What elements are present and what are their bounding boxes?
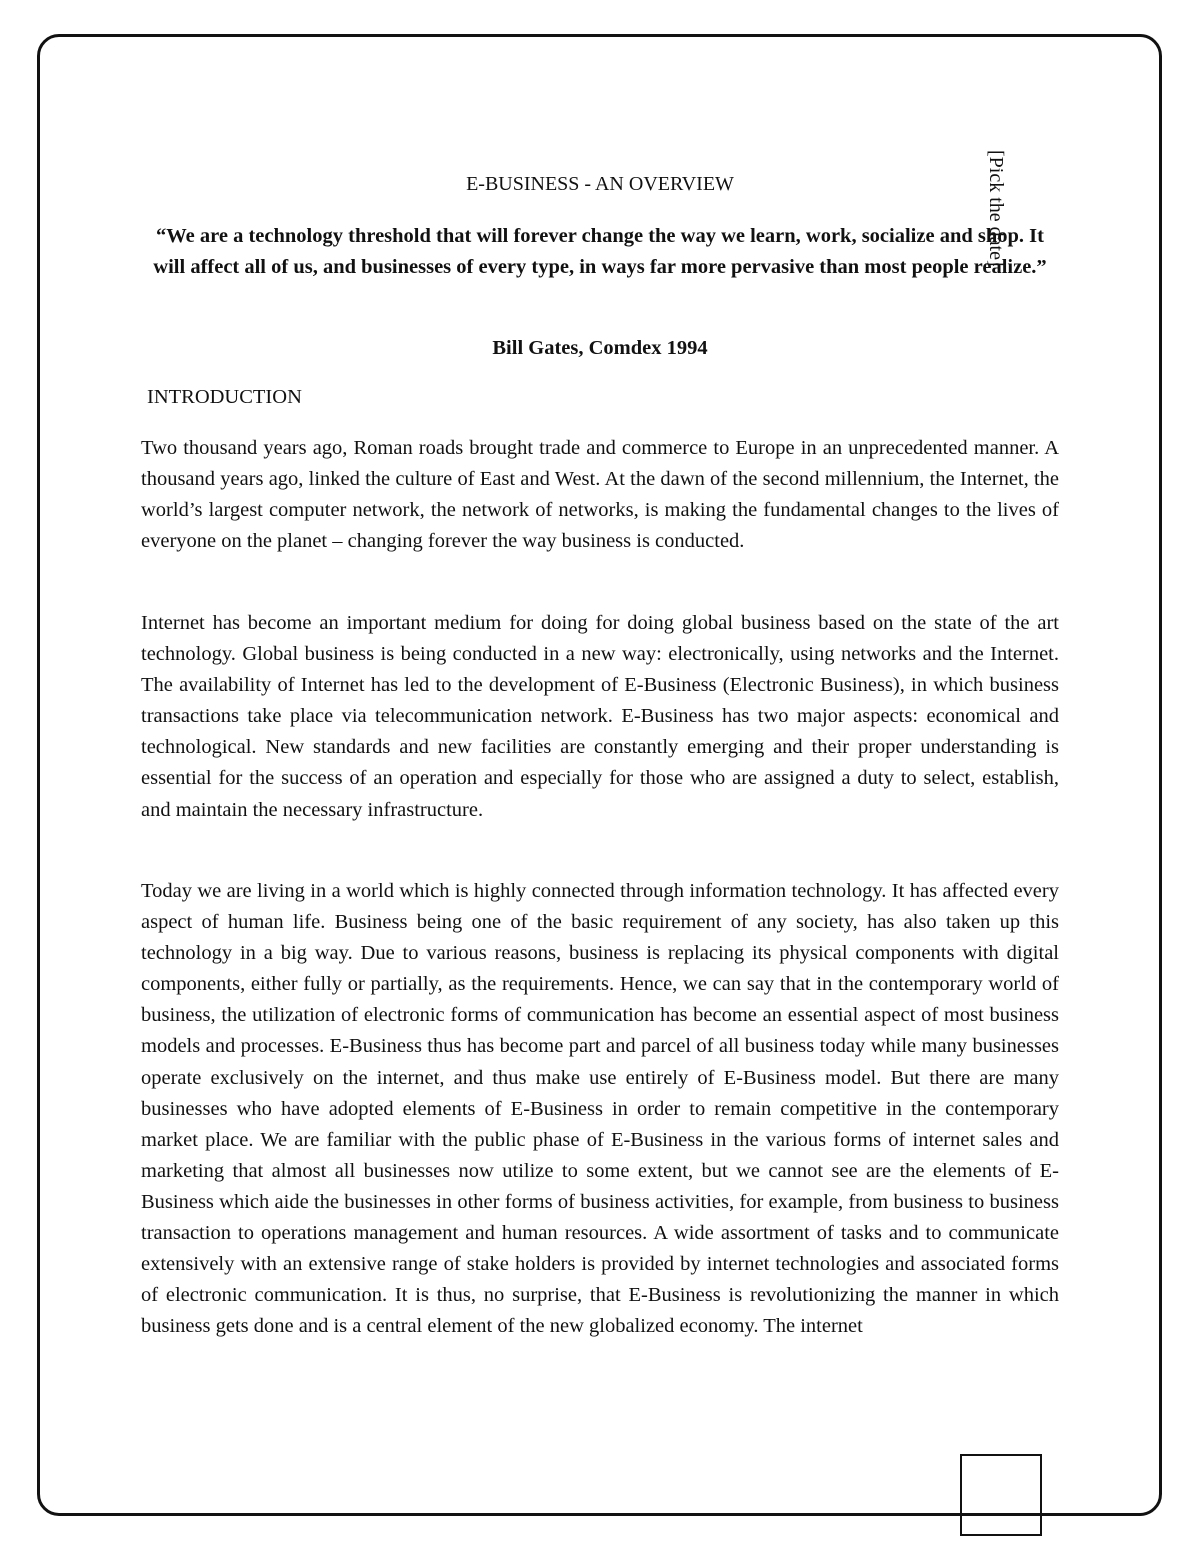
document-title: E-BUSINESS - AN OVERVIEW (466, 173, 734, 195)
quote-attribution: Bill Gates, Comdex 1994 (492, 337, 708, 359)
body-paragraph: Two thousand years ago, Roman roads brought trade and commerce to Europe in an unprecedented manner. A thousand years ago, linked the culture of East and West. At the dawn of the second millennium, the Internet, the world’s largest computer network, the network of networks, is making the fundamental changes to the lives of everyone on the planet – changing forever the way business is conducted. (141, 437, 1059, 553)
epigraph-quote: “We are a technology threshold that will forever change the way we learn, work, socialize and shop. It will affect all of us, and businesses of every type, in ways far more pervasive than most people realize.” (153, 225, 1047, 278)
body-paragraph: Today we are living in a world which is highly connected through information technology. It has affected every aspect of human life. Business being one of the basic requirement of any society, has also taken up this technology in a big way. Due to various reasons, business is replacing its physical components with digital components, either fully or partially, as the requirements. Hence, we can say that in the contemporary world of business, the utilization of electronic forms of communication has become an essential aspect of most business models and processes. E-Business thus has become part and parcel of all business today while many businesses operate exclusively on the internet, and thus make use entirely of E-Business model. But there are many businesses who have adopted elements of E-Business in order to remain competitive in the contemporary market place. We are familiar with the public phase of E-Business in the various forms of internet sales and marketing that almost all businesses now utilize to some extent, but we cannot see are the elements of E-Business which aide the businesses in other forms of business activities, for example, from business to business transaction to operations management and human resources. A wide assortment of tasks and to communicate extensively with an extensive range of stake holders is provided by internet technologies and associated forms of electronic communication. It is thus, no surprise, that E-Business is revolutionizing the manner in which business gets done and is a central element of the new globalized economy. The internet (141, 880, 1059, 1338)
page-number-box (960, 1454, 1042, 1536)
body-paragraph: Internet has become an important medium for doing for doing global business based on the state of the art technology. Global business is being conducted in a new way: electronically, using networks and the Internet. The availability of Internet has led to the development of E-Business (Electronic Business), in which business transactions take place via telecommunication network. E-Business has two major aspects: economical and technological. New standards and new facilities are constantly emerging and their proper understanding is essential for the success of an operation and especially for those who are assigned a duty to select, establish, and maintain the necessary infrastructure. (141, 612, 1059, 821)
date-placeholder-text: [Pick the date] (985, 150, 1007, 267)
section-heading-introduction: INTRODUCTION (147, 386, 302, 408)
